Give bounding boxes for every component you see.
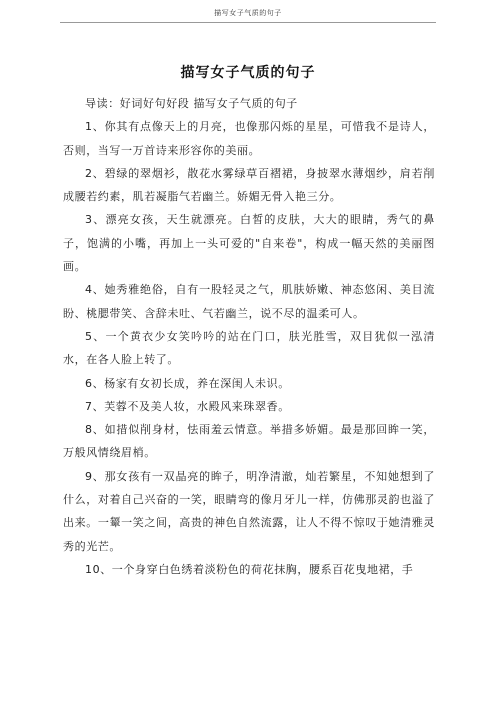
header-divider [60,22,436,23]
paragraph: 7、芙蓉不及美人妆，水殿风来珠翠香。 [85,399,290,413]
paragraph: 2、碧绿的翠烟衫，散花水雾绿草百褶裙，身披翠水薄烟纱，肩若削成腰若约素，肌若凝脂气若幽兰。娇媚无骨入艳三分。 [63,166,435,204]
paragraph: 6、杨家有女初长成，养在深闺人未识。 [85,376,290,390]
paragraph: 3、漂亮女孩，天生就漂亮。白皙的皮肤，大大的眼睛，秀气的鼻子，饱满的小嘴，再加上一头可爱的"自来卷"，构成一幅天然的美丽图画。 [63,213,435,274]
intro-paragraph: 导读：好词好句好段 描写女子气质的句子 [85,97,298,110]
paragraph: 8、如措似削身材，怯雨羞云情意。举措多娇媚。最是那回眸一笑，万般风情绕眉梢。 [63,423,435,460]
paragraph: 1、你其有点像天上的月亮，也像那闪烁的星星，可惜我不是诗人，否则，当写一万首诗来形容你的美丽。 [63,120,435,157]
paragraph: 9、那女孩有一双晶亮的眸子，明净清澈，灿若繁星，不知她想到了什么，对着自己兴奋的一笑，眼睛弯的像月牙儿一样，仿佛那灵韵也溢了出来。一颦一笑之间，高贵的神色自然流露，让人不得不惊叹于她清雅灵秀的光芒。 [63,469,435,553]
paragraph: 4、她秀雅绝俗，自有一股轻灵之气，肌肤娇嫩、神态悠闲、美目流盼、桃腮带笑、含辞未吐、气若幽兰，说不尽的温柔可人。 [63,283,435,320]
page-header: 描写女子气质的句子 [214,9,282,17]
document-title: 描写女子气质的句子 [180,65,316,81]
document-body [63,92,435,581]
paragraph: 10、一个身穿白色绣着淡粉色的荷花抹胸，腰系百花曳地裙，手 [85,562,414,576]
paragraph: 5、一个黄衣少女笑吟吟的站在门口，肤光胜雪，双目犹似一泓清水，在各人脸上转了。 [63,329,435,367]
